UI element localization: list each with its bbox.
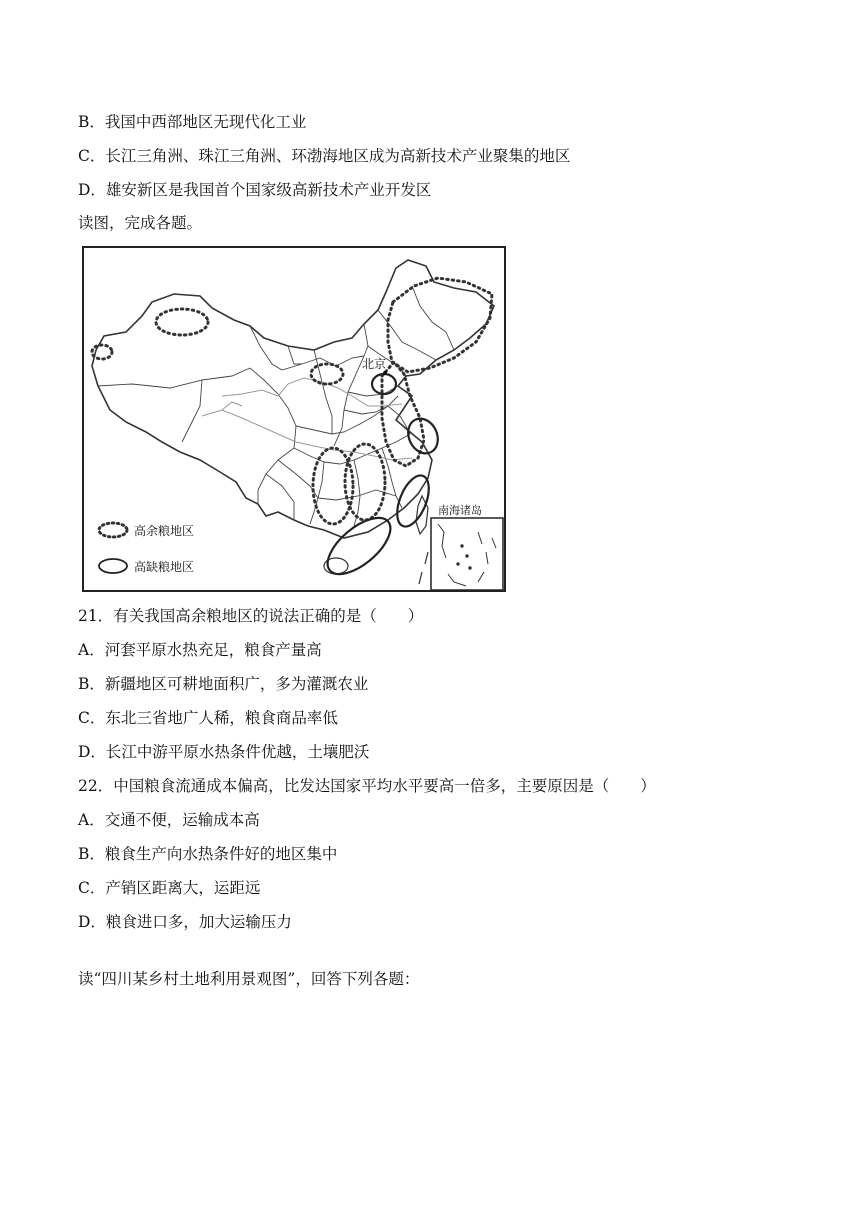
beijing-label: 北京	[362, 357, 387, 371]
option-b-prev: B．我国中西部地区无现代化工业	[78, 113, 307, 131]
legend-deficit-label: 高缺粮地区	[134, 560, 195, 574]
q21-option-c: C．东北三省地广人稀，粮食商品率低	[78, 709, 338, 727]
option-c-prev: C．长江三角洲、珠江三角洲、环渤海地区成为高新技术产业聚集的地区	[78, 147, 571, 165]
q22-option-d: D．粮食进口多，加大运输压力	[78, 913, 292, 931]
section-intro: 读图，完成各题。	[78, 214, 203, 232]
china-grain-map	[82, 246, 506, 592]
q21-option-d: D．长江中游平原水热条件优越，土壤肥沃	[78, 743, 370, 761]
q21-stem: 21．有关我国高余粮地区的说法正确的是（ ）	[78, 607, 424, 625]
option-d-prev: D．雄安新区是我国首个国家级高新技术产业开发区	[78, 181, 432, 199]
q21-option-b: B．新疆地区可耕地面积广，多为灌溉农业	[78, 675, 369, 693]
q21-option-a: A．河套平原水热充足，粮食产量高	[78, 641, 322, 659]
next-section-intro: 读“四川某乡村土地利用景观图”，回答下列各题：	[78, 970, 420, 988]
legend-surplus-label: 高余粮地区	[134, 524, 195, 538]
beijing-marker	[383, 371, 387, 375]
q22-option-b: B．粮食生产向水热条件好的地区集中	[78, 845, 338, 863]
south-sea-label: 南海诸岛	[438, 504, 482, 517]
q22-option-a: A．交通不便，运输成本高	[78, 811, 260, 829]
q22-stem: 22．中国粮食流通成本偏高，比发达国家平均水平要高一倍多，主要原因是（ ）	[78, 777, 656, 795]
q22-option-c: C．产销区距离大，运距远	[78, 879, 261, 897]
